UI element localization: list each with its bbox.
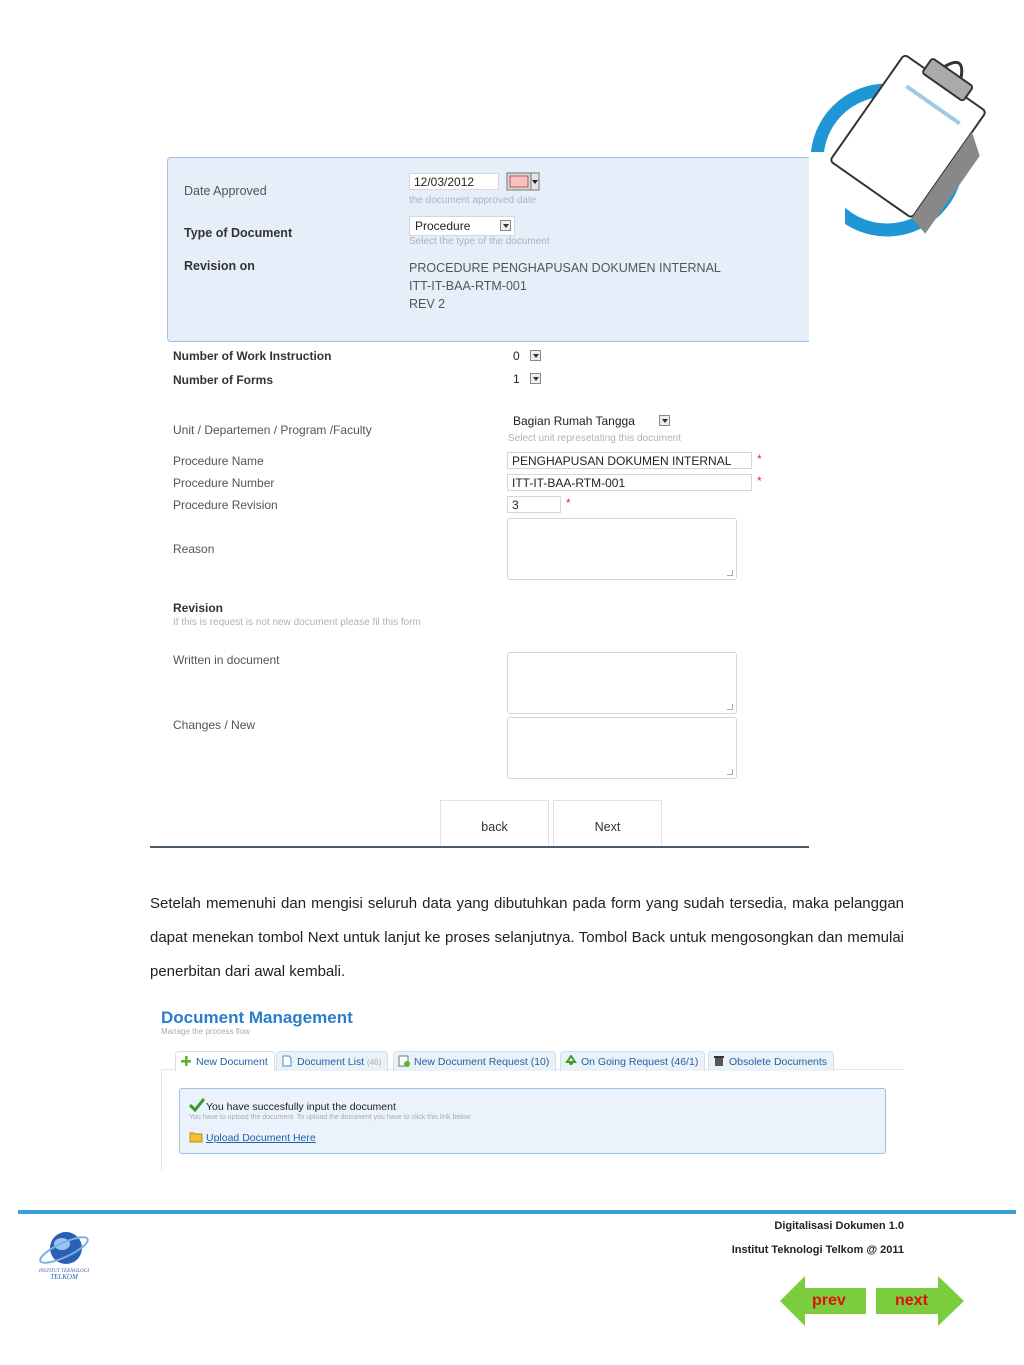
revision-on-line: REV 2: [409, 297, 446, 311]
type-of-document-value: Procedure: [415, 219, 471, 233]
success-hint: You have to upload the document. To upload the document you have to click this link below: [189, 1114, 471, 1121]
new-request-icon: [398, 1054, 410, 1066]
procedure-name-input[interactable]: PENGHAPUSAN DOKUMEN INTERNAL: [507, 452, 752, 469]
clipboard-illustration: [805, 40, 995, 240]
work-instruction-label: Number of Work Instruction: [173, 349, 332, 363]
procedure-number-label: Procedure Number: [173, 476, 275, 490]
procedure-revision-input[interactable]: 3: [507, 496, 561, 513]
changes-new-label: Changes / New: [173, 718, 256, 732]
tab-on-going-request[interactable]: [560, 1051, 705, 1071]
tab-count: (46): [367, 1058, 382, 1067]
prev-button[interactable]: [780, 1276, 866, 1326]
next-nav-button[interactable]: [876, 1276, 964, 1326]
revision-hint: If this is request is not new document please fil this form: [173, 617, 421, 628]
recycle-icon: [565, 1054, 577, 1066]
tab-new-document-request[interactable]: [393, 1051, 556, 1071]
chevron-down-icon: [500, 220, 511, 231]
logo-text: INSTITUT TEKNOLOGI: [38, 1269, 90, 1274]
work-instruction-select[interactable]: [508, 347, 543, 367]
changes-new-textarea[interactable]: [507, 717, 737, 779]
footer-divider: [18, 1210, 1016, 1214]
prev-label: prev: [812, 1292, 846, 1309]
revision-on-label: Revision on: [184, 259, 255, 273]
tab-label: On Going Request (46/1): [581, 1056, 699, 1068]
unit-select[interactable]: [508, 412, 672, 432]
date-approved-input[interactable]: 12/03/2012: [409, 173, 499, 190]
tab-content-border: [161, 1070, 162, 1170]
unit-hint: Select unit represetating this document: [508, 433, 681, 444]
unit-label: Unit / Departemen / Program /Faculty: [173, 423, 372, 437]
reason-textarea[interactable]: [507, 518, 737, 580]
document-icon: [281, 1054, 293, 1066]
chevron-down-icon: [530, 350, 541, 361]
tab-label: Obsolete Documents: [729, 1056, 828, 1068]
forms-value: 1: [513, 372, 520, 386]
work-instruction-value: 0: [513, 349, 520, 363]
type-of-document-label: Type of Document: [184, 226, 293, 240]
tab-label: Document List: [297, 1056, 365, 1068]
plus-icon: [180, 1054, 192, 1066]
tab-obsolete-documents[interactable]: [708, 1051, 834, 1071]
required-mark: *: [757, 474, 762, 488]
date-approved-hint: the document approved date: [409, 195, 537, 206]
next-nav-label: next: [895, 1292, 928, 1309]
folder-icon: [189, 1130, 203, 1148]
revision-on-line: PROCEDURE PENGHAPUSAN DOKUMEN INTERNAL: [409, 261, 721, 275]
footer-institution: Institut Teknologi Telkom @ 2011: [731, 1244, 904, 1256]
instruction-paragraph: Setelah memenuhi dan mengisi seluruh data yang dibutuhkan pada form yang sudah tersedia, maka pelanggan dapat menekan tombol Next untuk lanjut ke proses selanjutnya. Tombol Back untuk mengosongkan dan memulai penerbitan dari awal kembali.: [150, 895, 904, 980]
type-of-document-hint: Select the type of the document: [409, 236, 550, 247]
document-management-subtitle: Manage the process flow: [161, 1027, 250, 1036]
next-button[interactable]: Next: [553, 800, 662, 846]
footer-product: Digitalisasi Dokumen 1.0: [774, 1220, 904, 1232]
calendar-icon[interactable]: [506, 172, 540, 192]
revision-on-line: ITT-IT-BAA-RTM-001: [409, 279, 527, 293]
chevron-down-icon: [659, 415, 670, 426]
reason-label: Reason: [173, 542, 215, 556]
telkom-logo: [28, 1228, 100, 1284]
tab-new-document[interactable]: [175, 1051, 275, 1071]
type-of-document-select[interactable]: [409, 216, 515, 236]
date-approved-label: Date Approved: [184, 184, 267, 198]
required-mark: *: [566, 496, 571, 510]
success-message-box: [179, 1088, 886, 1154]
revision-title: Revision: [173, 601, 224, 615]
tab-document-list[interactable]: [276, 1051, 388, 1071]
form-divider: [150, 846, 809, 848]
success-message: You have succesfully input the document: [206, 1101, 396, 1113]
document-management-title: Document Management: [161, 1008, 353, 1027]
revision-on-value: [409, 259, 721, 313]
tab-label: New Document: [196, 1056, 268, 1068]
upload-document-link[interactable]: Upload Document Here: [206, 1132, 316, 1144]
forms-label: Number of Forms: [173, 373, 274, 387]
logo-text: TELKOM: [50, 1273, 78, 1281]
forms-select[interactable]: [508, 370, 543, 390]
trash-icon: [713, 1054, 725, 1066]
procedure-revision-label: Procedure Revision: [173, 498, 278, 512]
unit-value: Bagian Rumah Tangga: [513, 414, 635, 428]
procedure-name-label: Procedure Name: [173, 454, 264, 468]
written-in-document-textarea[interactable]: [507, 652, 737, 714]
written-in-document-label: Written in document: [173, 653, 280, 667]
back-button[interactable]: back: [440, 800, 549, 846]
tab-label: New Document Request (10): [414, 1056, 550, 1068]
procedure-number-input[interactable]: ITT-IT-BAA-RTM-001: [507, 474, 752, 491]
required-mark: *: [757, 452, 762, 466]
chevron-down-icon: [530, 373, 541, 384]
